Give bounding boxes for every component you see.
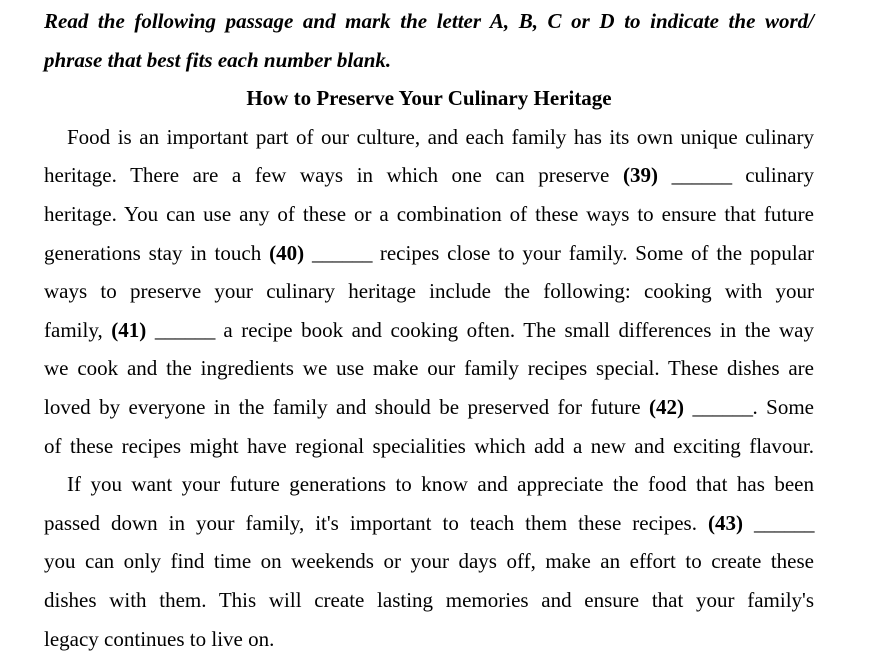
paragraph-2-line-4: dishes with them. This will create lasting memories and ensure that your family's bbox=[44, 587, 814, 612]
text-fragment: heritage. There are a few ways in which one can preserve bbox=[44, 163, 610, 188]
question-40-blank: ______ bbox=[311, 240, 372, 265]
paragraph-2-line-1: If you want your future generations to know and appreciate the food that has been bbox=[67, 472, 814, 497]
paragraph-1-line-3: heritage. You can use any of these or a combination of these ways to ensure that future bbox=[44, 201, 814, 226]
paragraph-1-line-9: of these recipes might have regional specialities which add a new and exciting flavour. bbox=[44, 433, 814, 458]
paragraph-1-line-4 bbox=[44, 234, 814, 273]
text-fragment: generations stay in touch bbox=[44, 240, 262, 265]
reading-passage bbox=[44, 2, 814, 658]
paragraph-2-line-5: legacy continues to live on. bbox=[44, 626, 275, 651]
text-fragment: loved by everyone in the family and should be preserved for future bbox=[44, 394, 641, 419]
text-fragment: recipes close to your family. Some of the popular bbox=[379, 240, 815, 265]
question-41-number: (41) bbox=[111, 317, 147, 342]
question-39-number: (39) bbox=[622, 163, 658, 188]
text-fragment: family, bbox=[44, 317, 103, 342]
question-41-blank: ______ bbox=[154, 317, 215, 342]
question-43-blank: ______ bbox=[754, 510, 815, 535]
instruction-line-2: phrase that best fits each number blank. bbox=[44, 47, 392, 72]
instruction-line-1: Read the following passage and mark the letter A, B, C or D to indicate the word/ bbox=[44, 9, 814, 33]
paragraph-1-line-6 bbox=[44, 311, 814, 350]
question-40-number: (40) bbox=[269, 240, 305, 265]
paragraph-2-line-3: you can only find time on weekends or your days off, make an effort to create these bbox=[44, 549, 814, 574]
paragraph-1-line-5: ways to preserve your culinary heritage include the following: cooking with your bbox=[44, 279, 814, 304]
question-42-number: (42) bbox=[649, 394, 685, 419]
text-fragment: . Some bbox=[752, 394, 814, 419]
paragraph-1-line-2 bbox=[44, 156, 814, 195]
text-fragment: a recipe book and cooking often. The small differences in the way bbox=[223, 317, 814, 342]
paragraph-1-line-7: we cook and the ingredients we use make our family recipes special. These dishes are bbox=[44, 356, 814, 381]
question-42-blank: ______ bbox=[692, 394, 753, 419]
question-43-number: (43) bbox=[708, 510, 743, 535]
paragraph-1-line-1: Food is an important part of our culture, and each family has its own unique culinary bbox=[67, 124, 814, 149]
paragraph-1-line-8 bbox=[44, 388, 814, 427]
paragraph-2-line-2 bbox=[44, 504, 814, 543]
text-fragment: culinary bbox=[745, 163, 815, 188]
passage-title: How to Preserve Your Culinary Heritage bbox=[246, 86, 612, 111]
text-fragment: passed down in your family, it's important to teach them these recipes. bbox=[44, 510, 697, 535]
question-39-blank: ______ bbox=[671, 163, 732, 188]
